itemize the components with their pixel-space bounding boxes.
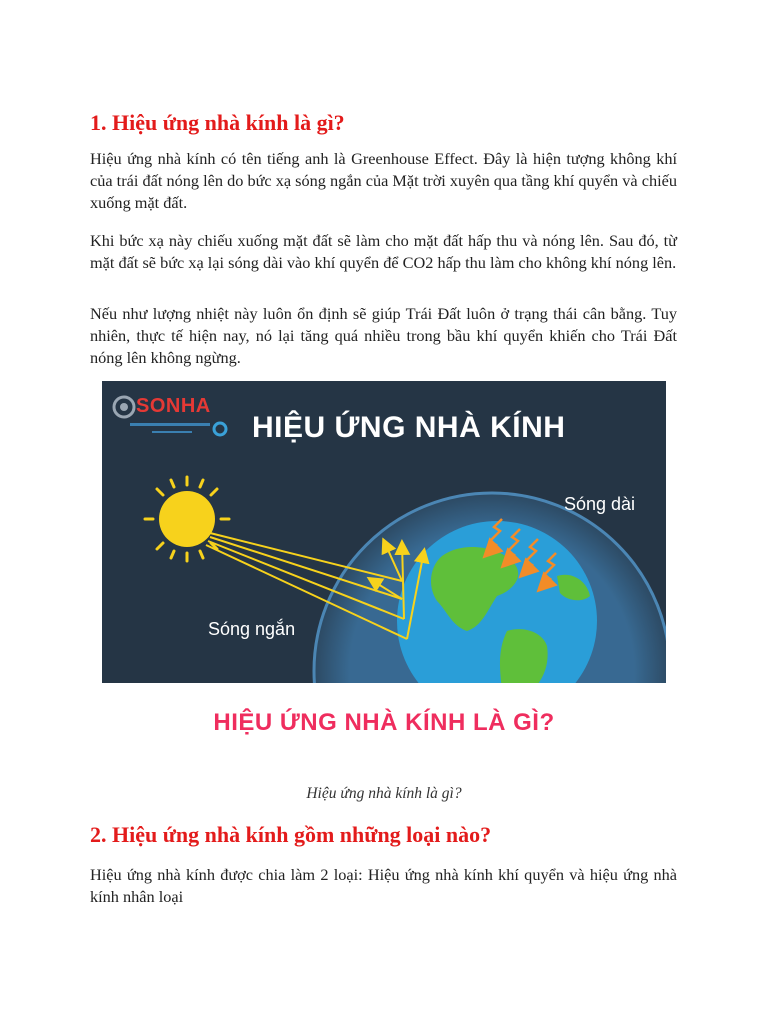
greenhouse-figure [102,381,666,749]
section-2-paragraph-1: Hiệu ứng nhà kính được chia làm 2 loại: Hiệu ứng nhà kính khí quyển và hiệu ứng nhà kính nhân loại [90,865,677,906]
figure-bottom-title: HIỆU ỨNG NHÀ KÍNH LÀ GÌ? [213,709,555,736]
section-2-heading: 2. Hiệu ứng nhà kính gồm những loại nào? [90,822,492,847]
section-1-paragraph-2: Khi bức xạ này chiếu xuống mặt đất sẽ làm cho mặt đất hấp thu và nóng lên. Sau đó, từ mặt đất sẽ bức xạ lại sóng dài vào khí quyển để CO2 hấp thu làm cho không khí nóng lên. [90,231,677,272]
figure-caption: Hiệu ứng nhà kính là gì? [306,785,462,802]
brand-logo-text: SONHA [136,395,211,417]
long-wave-label: Sóng dài [564,494,636,514]
sun-icon [145,477,229,561]
greenhouse-banner [102,381,666,683]
section-1-paragraph-3: Nếu như lượng nhiệt này luôn ổn định sẽ giúp Trái Đất luôn ở trạng thái cân bằng. Tuy nhiên, thực tế hiện nay, nó lại tăng quá nhiều trong bầu khí quyển khiến cho Trái Đất nóng lên không ngừng. [90,304,677,367]
section-1-heading: 1. Hiệu ứng nhà kính là gì? [90,110,345,135]
banner-title: HIỆU ỨNG NHÀ KÍNH [252,411,566,444]
section-1-paragraph-1: Hiệu ứng nhà kính có tên tiếng anh là Greenhouse Effect. Đây là hiện tượng không khí của trái đất nóng lên do bức xạ sóng ngắn của Mặt trời xuyên qua tầng khí quyển và chiếu xuống mặt đất. [90,149,677,212]
brand-logo [110,395,232,445]
short-wave-label: Sóng ngắn [208,619,296,639]
